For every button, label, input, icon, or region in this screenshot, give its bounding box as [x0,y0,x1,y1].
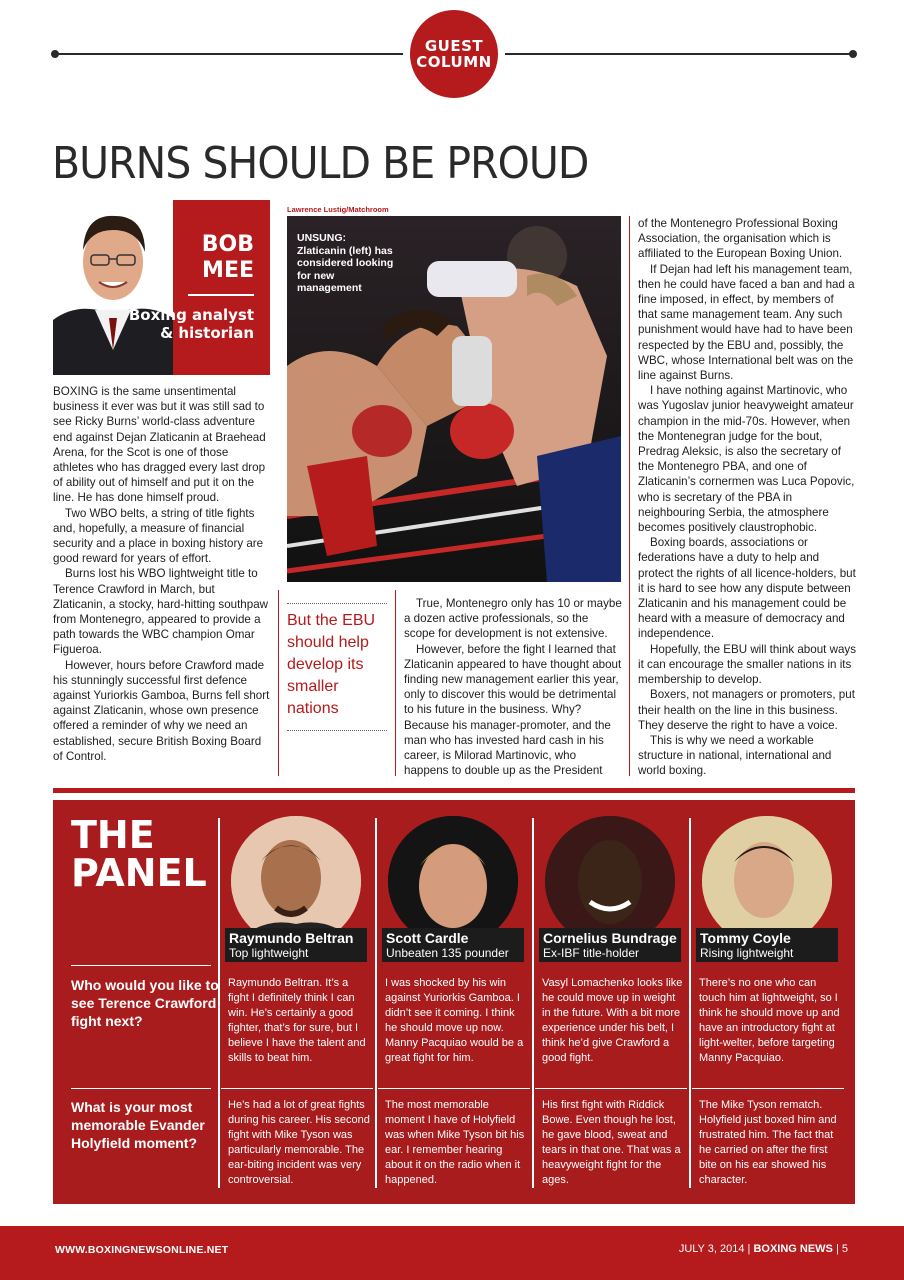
footer-separator: | [747,1243,751,1255]
panelist-name: Scott Cardle [386,930,469,946]
panel-divider [375,818,377,1188]
panelist-photo [231,816,361,946]
article-paragraph: However, before the fight I learned that Zlaticanin appeared to have thought about finding new management earlier this year, only to discover this would be detrimental to his future in the business. Why? Because his manager-promoter, and the man who has invested hard cash in his career, is Milorad Martinovic, who happens to double up as the President [404,642,622,778]
article-paragraph: True, Montenegro only has 10 or maybe a dozen active professionals, so the scope for development is not extensive. [404,597,622,641]
column-divider-right [395,590,396,776]
panelist-nametag [382,928,524,962]
panelist-nametag [225,928,367,962]
article-paragraph: I have nothing against Martinovic, who was Yugoslav junior heavyweight amateur champion in the mid-70s. However, when the Montenegran judge for the bout, Predrag Aleksic, is also the secretary of the Montenegro PBA, and one of Zlaticanin’s cornermen was Luca Popovic, who is secretary of the PBA in neighbouring Serbia, the atmosphere becomes positively claustrophobic. [638,384,855,535]
header-rule-right [505,53,853,55]
photo-caption: UNSUNG: Zlaticanin (left) has considered looking for new management [297,232,394,294]
row-rule [692,1088,844,1089]
article-paragraph: Burns lost his WBO lightweight title to Terence Crawford in March, but Zlaticanin, a stocky, hard-hitting southpaw from Montenegro, appeared to provide a path towards the WBC champion Omar Figueroa. [53,567,269,657]
pull-quote: But the EBU should help develop its smaller nations [287,603,387,731]
panelist-avatar [388,816,518,946]
row-rule [378,1088,530,1089]
footer-page-number: 5 [841,1243,848,1255]
footer-info [679,1243,848,1255]
panelist-desc: Unbeaten 135 pounder [386,946,509,960]
panel-question-2: What is your most memorable Evander Holyfield moment? [71,1099,205,1151]
article-paragraph: Boxing boards, associations or federations have a duty to help and protect the rights of all licence-holders, but it is hard to see how any dispute between Zlaticanin and his management could be heard with a measure of democracy and independence. [638,536,856,641]
panel-answer: The Mike Tyson rematch. Holyfield just boxed him and frustrated him. The fact that he carried on after the first bite on his ear showed his character. [699,1099,837,1186]
badge-line2: COLUMN [416,53,492,71]
panelist-name: Cornelius Bundrage [543,930,677,946]
the-panel [53,800,855,1204]
footer-date: JULY 3, 2014 [678,1243,745,1255]
panelist-photo [388,816,518,946]
row-rule [221,1088,373,1089]
panel-answer: His first fight with Riddick Bowe. Even though he lost, he gave blood, sweat and tears in that one. That was a heavyweight fight for the ages. [542,1099,681,1186]
author-role-line1: Boxing analyst [128,306,254,324]
footer-publication: BOXING NEWS [753,1243,833,1255]
panel-divider [532,818,534,1188]
panel-top-rule [53,788,855,793]
panel-divider [689,818,691,1188]
panelist-name: Raymundo Beltran [229,930,354,946]
article-paragraph: However, hours before Crawford made his stunningly successful first defence against Yuriorkis Gamboa, Burns fell short against Zlaticanin, whose own presence offered a reminder of why we need an established, secure British Boxing Board of Control. [53,658,270,763]
author-divider [188,294,254,296]
panelist-desc: Ex-IBF title-holder [543,946,640,960]
panelist-desc: Rising lightweight [700,946,794,960]
article-paragraph: Hopefully, the EBU will think about ways it can encourage the smaller nations in its membership to develop. [638,642,856,687]
author-role-line2: & historian [160,324,254,342]
panelist-desc: Top lightweight [229,946,309,960]
panel-answer: Raymundo Beltran. It’s a fight I definitely think I can win. He’s certainly a good fighter, that’s for sure, but I believe I have the talent and skills to beat him. [228,977,366,1064]
panel-answer: Vasyl Lomachenko looks like he could move up in weight in the future. With a bit more experience under his belt, I think he’d give Crawford a good fight. [542,977,683,1064]
article-column-3 [638,216,856,779]
headline: BURNS SHOULD BE PROUD [52,138,589,189]
question-rule [71,1088,211,1089]
panel-answer: I was shocked by his win against Yuriorkis Gamboa. I didn’t see it coming. I think he should move up now. Manny Pacquiao would be a great fight for him. [385,977,524,1064]
photo-credit: Lawrence Lustig/Matchroom [287,205,389,214]
guest-column-badge [410,10,498,98]
panelist-photo [702,816,832,946]
column-divider-3 [629,216,630,776]
article-column-1 [53,384,270,764]
panelist-avatar [702,816,832,946]
article-paragraph: Two WBO belts, a string of title fights and, hopefully, a measure of financial security and a place in boxing history are good reward for years of effort. [53,506,264,566]
header-rule-left [55,53,403,55]
panelist-photo [545,816,675,946]
row-rule [535,1088,687,1089]
article-paragraph: of the Montenegro Professional Boxing Association, the organisation which is affiliated to the European Boxing Union. [638,217,843,261]
article-paragraph: BOXING is the same unsentimental business it ever was but it was still sad to see Ricky Burns’ world-class adventure end against Dejan Zlaticanin at Braehead Arena, for the Scot is one of those athletes who has dragged every last drop of ability out of himself and put it on the line. He has done himself proud. [53,385,266,505]
author-role [129,306,254,342]
panelist-nametag [539,928,681,962]
author-box [53,200,270,375]
footer-separator: | [835,1243,839,1255]
panelist-name: Tommy Coyle [700,930,791,946]
badge-line1: GUEST [424,37,484,55]
page-footer [0,1226,904,1280]
question-rule [71,965,211,966]
article-paragraph: If Dejan had left his management team, then he could have faced a ban and had a fine imposed, in effect, by members of that same management team. Any such punishment would have had to have been respected by the EBU and, possibly, the WBC, whose International belt was on the line against Burns. [638,262,855,383]
author-name-line2: MEE [202,258,254,283]
panel-title-line1: THE [71,813,155,857]
author-photo [53,200,173,375]
article-column-2 [404,596,622,778]
panel-title-line2: PANEL [71,851,207,895]
panelist-nametag [696,928,838,962]
column-divider-left [278,590,279,776]
panelist-avatar [231,816,361,946]
article-paragraph: This is why we need a workable structure in national, international and world boxing. [638,733,832,778]
article-paragraph: Boxers, not managers or promoters, put their health on the line in this business. They deserve the right to have a voice. [638,688,855,732]
footer-website: WWW.BOXINGNEWSONLINE.NET [55,1244,229,1256]
panelist-avatar [545,816,675,946]
panel-title [71,813,207,895]
author-name [202,232,254,284]
panel-answer: He’s had a lot of great fights during his career. His second fight with Mike Tyson was particularly memorable. The ear-biting incident was very controversial. [228,1099,370,1186]
panel-answer: The most memorable moment I have of Holyfield was when Mike Tyson bit his ear. I remember hearing about it on the radio when it happened. [385,1099,525,1186]
panel-answer: There’s no one who can touch him at lightweight, so I think he should move up and have an introductory fight at light-welter, before targeting Manny Pacquiao. [699,977,840,1064]
panel-question-1: Who would you like to see Terence Crawford fight next? [71,977,219,1029]
author-name-line1: BOB [201,232,254,257]
